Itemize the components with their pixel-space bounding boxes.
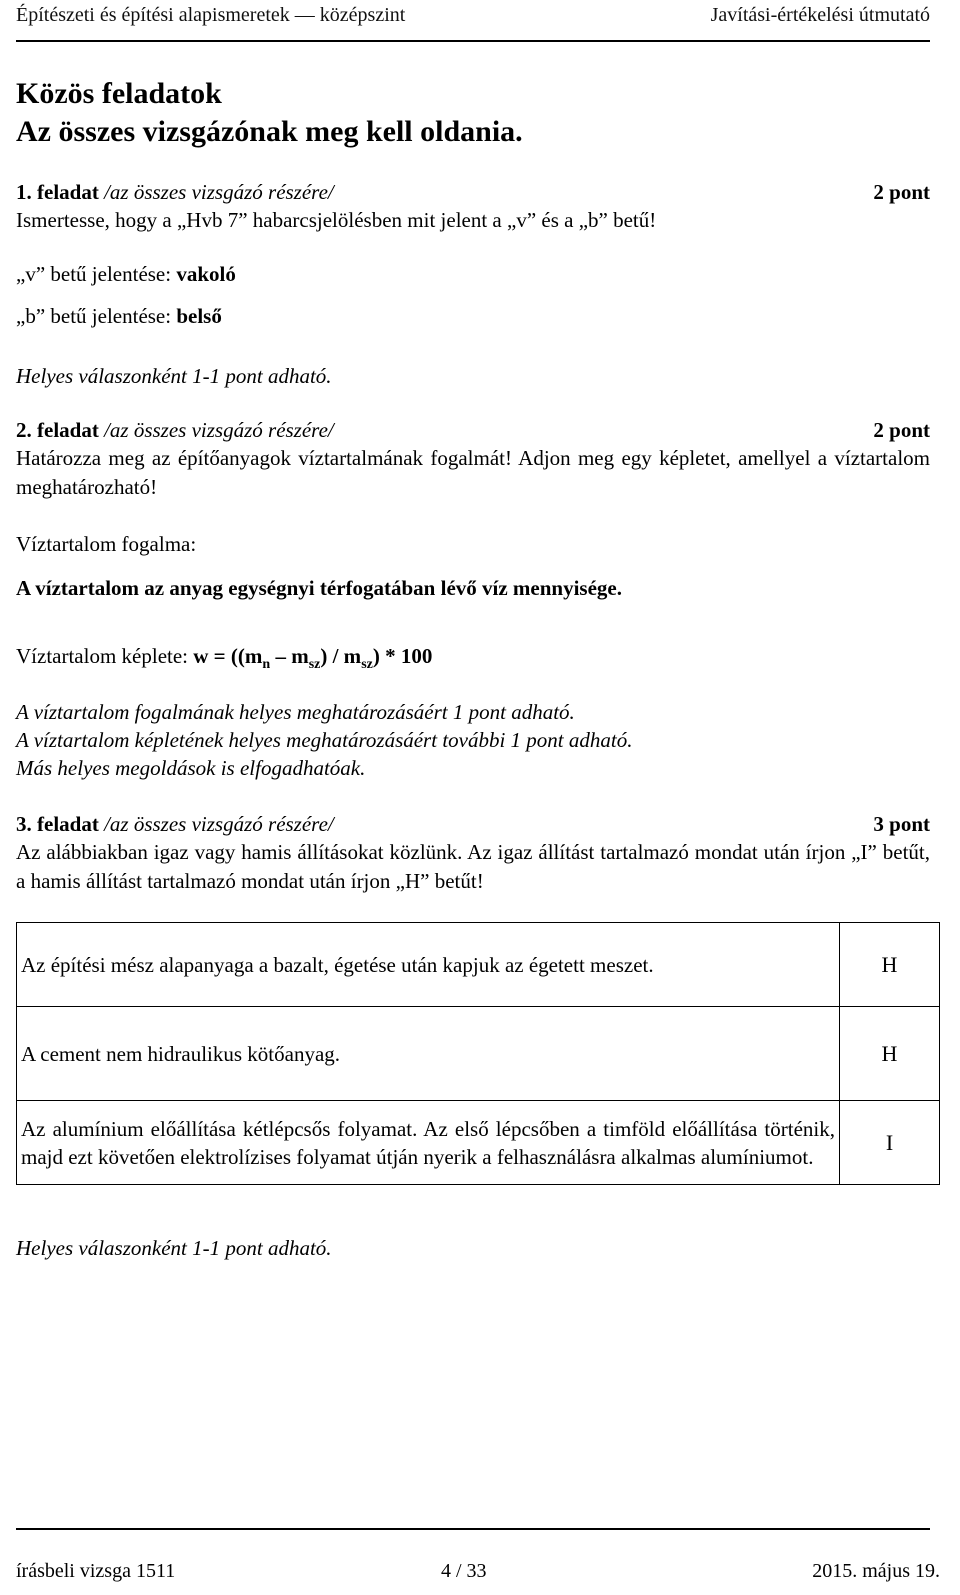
task2-formula-line	[16, 642, 930, 670]
task2-concept-answer: A víztartalom az anyag egységnyi térfogatában lévő víz mennyisége.	[16, 576, 622, 600]
task1-answer-b	[16, 302, 930, 330]
formula: $w = ((m_n - m_{sz}) / m_{sz}) * 100$	[193, 644, 433, 672]
footer-divider	[16, 1528, 930, 1530]
task2-target: /az összes vizsgázó részére/	[104, 418, 334, 442]
table-row	[17, 1101, 940, 1185]
task2-note-1: A víztartalom fogalmának helyes meghatározásáért 1 pont adható.	[16, 700, 575, 724]
statement-cell: A cement nem hidraulikus kötőanyag.	[17, 1007, 840, 1101]
answer-cell: I	[840, 1101, 940, 1185]
task2-note-3: Más helyes megoldások is elfogadhatóak.	[16, 756, 366, 780]
statement-cell: Az alumínium előállítása kétlépcsős folyamat. Az első lépcsőben a timföld előállítása történik, majd ezt követően elektrolízises folyamat útján nyerik a felhasználásra alkalmas alumíniumot.	[17, 1101, 840, 1185]
task1-number: 1. feladat	[16, 180, 99, 204]
section-subtitle: Az összes vizsgázónak meg kell oldania.	[16, 115, 523, 148]
true-false-table	[16, 922, 940, 1185]
task2-header	[16, 416, 930, 444]
task1-header	[16, 178, 930, 206]
task2-concept-label: Víztartalom fogalma:	[16, 532, 197, 556]
answer-value: belső	[176, 304, 222, 328]
answer-cell: H	[840, 1007, 940, 1101]
header-doc-type: Javítási-értékelési útmutató	[710, 4, 930, 26]
answer-cell: H	[840, 923, 940, 1007]
task1-question: Ismertesse, hogy a „Hvb 7” habarcsjelölésben mit jelent a „v” és a „b” betű!	[16, 208, 657, 232]
task1-points: 2 pont	[873, 180, 930, 204]
table-row	[17, 1007, 940, 1101]
answer-label: „b” betű jelentése:	[16, 304, 177, 328]
table-row	[17, 923, 940, 1007]
task3-header	[16, 810, 930, 838]
task2-number: 2. feladat	[16, 418, 99, 442]
task3-scoring-note: Helyes válaszonként 1-1 pont adható.	[16, 1236, 332, 1260]
task3-number: 3. feladat	[16, 812, 99, 836]
task1-answer-v	[16, 260, 930, 288]
task3-question: Az alábbiakban igaz vagy hamis állításokat közlünk. Az igaz állítást tartalmazó mondat után írjon „I” betűt, a hamis állítást tartalmazó mondat után írjon „H” betűt!	[16, 840, 930, 893]
formula-label: Víztartalom képlete:	[16, 644, 194, 668]
page-footer	[16, 1560, 940, 1590]
footer-date: 2015. május 19.	[812, 1560, 940, 1582]
answer-label: „v” betű jelentése:	[16, 262, 177, 286]
footer-exam-id: írásbeli vizsga 1511	[16, 1560, 176, 1582]
task2-points: 2 pont	[873, 418, 930, 442]
task3-target: /az összes vizsgázó részére/	[104, 812, 334, 836]
statement-cell: Az építési mész alapanyaga a bazalt, égetése után kapjuk az égetett meszet.	[17, 923, 840, 1007]
page-header	[16, 4, 930, 34]
section-title: Közös feladatok	[16, 77, 222, 110]
task3-points: 3 pont	[873, 812, 930, 836]
header-divider	[16, 40, 930, 42]
footer-page-number: 4 / 33	[441, 1560, 487, 1582]
task2-note-2: A víztartalom képletének helyes meghatározásáért további 1 pont adható.	[16, 728, 633, 752]
task1-target: /az összes vizsgázó részére/	[104, 180, 334, 204]
task1-scoring-note: Helyes válaszonként 1-1 pont adható.	[16, 364, 332, 388]
answer-value: vakoló	[176, 262, 236, 286]
task2-question: Határozza meg az építőanyagok víztartalmának fogalmát! Adjon meg egy képletet, amellyel a víztartalom meghatározható!	[16, 446, 930, 499]
header-subject: Építészeti és építési alapismeretek — középszint	[16, 4, 406, 26]
